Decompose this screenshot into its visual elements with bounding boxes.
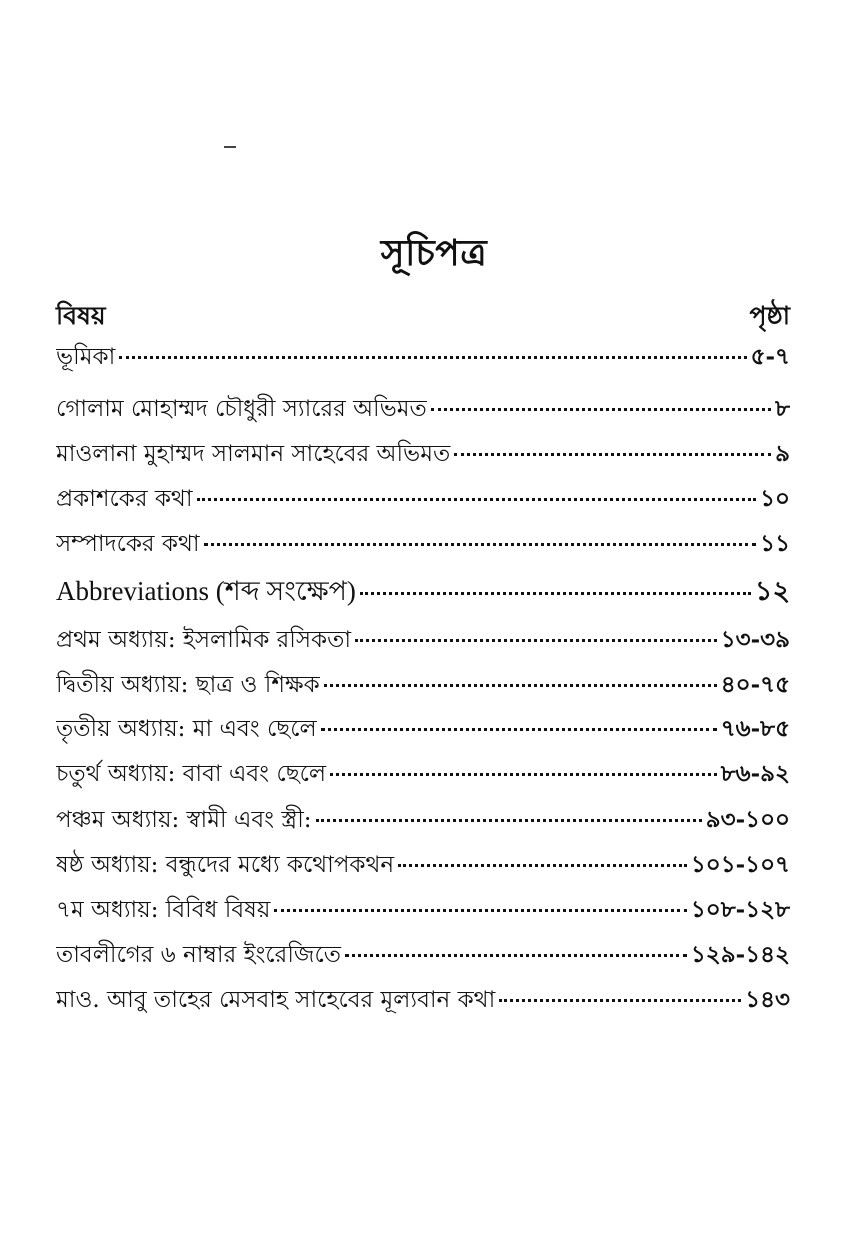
toc-entry-chapter-1 <box>56 621 790 660</box>
toc-entry-label: প্রথম অধ্যায়: ইসলামিক রসিকতা <box>56 627 352 653</box>
toc-entry-chapter-7 <box>56 891 790 930</box>
toc-entry-page: ১৩-৩৯ <box>720 626 790 653</box>
toc-entry-valuable-words <box>56 981 790 1020</box>
toc-entry-page: ৯৩-১০০ <box>705 806 790 833</box>
toc-entry-introduction <box>56 338 790 377</box>
toc-entry-label: তাবলীগের ৬ নাম্বার ইংরেজিতে <box>56 942 341 968</box>
toc-entry-page: ৯ <box>775 440 790 467</box>
toc-entry-tabligh <box>56 936 790 975</box>
toc-entry-page: ১০১-১০৭ <box>690 851 790 878</box>
dot-leader <box>119 356 746 359</box>
dot-leader <box>499 999 741 1002</box>
dot-leader <box>316 819 702 822</box>
toc-entry-label: সম্পাদকের কথা <box>56 531 200 557</box>
toc-entry-chapter-6 <box>56 846 790 885</box>
toc-entry-chapter-5 <box>56 801 790 840</box>
toc-entry-page: ৮৬-৯২ <box>720 760 790 787</box>
toc-entry-page: ৮ <box>775 395 790 422</box>
toc-entry-page: ৭৬-৮৫ <box>720 715 790 742</box>
dot-leader <box>431 408 771 411</box>
toc-entry-chapter-2 <box>56 666 790 705</box>
toc-entry-page: ৫-৭ <box>750 343 790 370</box>
dot-leader <box>398 864 687 867</box>
toc-entry-page: ৪০-৭৫ <box>720 671 790 698</box>
dot-leader <box>324 684 717 687</box>
dot-leader <box>360 592 751 595</box>
toc-entry-page: ১২ <box>754 576 790 606</box>
toc-entry-opinion-2 <box>56 435 790 474</box>
toc-entry-label: ষষ্ঠ অধ্যায়: বন্ধুদের মধ্যে কথোপকথন <box>56 852 395 878</box>
toc-entry-publisher <box>56 480 790 519</box>
toc-header <box>56 296 790 339</box>
toc-entry-opinion-1 <box>56 390 790 429</box>
toc-entry-label: দ্বিতীয় অধ্যায়: ছাত্র ও শিক্ষক <box>56 672 320 698</box>
toc-entry-label: পঞ্চম অধ্যায়: স্বামী এবং স্ত্রী: <box>56 807 312 833</box>
page-title: সূচিপত্র <box>380 232 488 274</box>
toc-entry-editor <box>56 525 790 564</box>
dot-leader <box>345 954 687 957</box>
dot-leader <box>204 543 757 546</box>
toc-entry-label: মাওলানা মুহাম্মদ সালমান সাহেবের অভিমত <box>56 441 451 467</box>
subject-column-label: বিষয় <box>56 301 106 330</box>
dot-leader <box>321 728 717 731</box>
toc-entry-page: ১০ <box>760 485 790 512</box>
toc-entry-chapter-4 <box>56 755 790 794</box>
toc-entry-label: ৭ম অধ্যায়: বিবিধ বিষয় <box>56 897 271 923</box>
toc-entry-label: তৃতীয় অধ্যায়: মা এবং ছেলে <box>56 716 317 742</box>
page-column-label: পৃষ্ঠা <box>749 301 790 330</box>
toc-entry-chapter-3 <box>56 710 790 749</box>
toc-entry-label: মাও. আবু তাহের মেসবাহ সাহেবের মূল্যবান কথা <box>56 987 496 1013</box>
toc-entry-label: প্রকাশকের কথা <box>56 486 193 512</box>
dot-leader <box>274 909 686 912</box>
dot-leader <box>330 773 717 776</box>
toc-entry-abbreviations <box>56 571 790 616</box>
toc-entry-page: ১০৮-১২৮ <box>690 896 790 923</box>
toc-entry-label: Abbreviations (শব্দ সংক্ষেপ) <box>56 576 356 606</box>
toc-entry-label: চতুর্থ অধ্যায়: বাবা এবং ছেলে <box>56 761 327 787</box>
toc-entry-page: ১১ <box>760 530 790 557</box>
dot-leader <box>454 453 771 456</box>
toc-entry-page: ১৪৩ <box>745 986 790 1013</box>
toc-entry-page: ১২৯-১৪২ <box>690 941 790 968</box>
toc-entry-label: ভূমিকা <box>56 344 116 370</box>
dot-leader <box>197 498 757 501</box>
ink-mark <box>224 146 236 148</box>
toc-entry-label: গোলাম মোহাম্মদ চৌধুরী স্যারের অভিমত <box>56 396 427 422</box>
dot-leader <box>355 639 717 642</box>
